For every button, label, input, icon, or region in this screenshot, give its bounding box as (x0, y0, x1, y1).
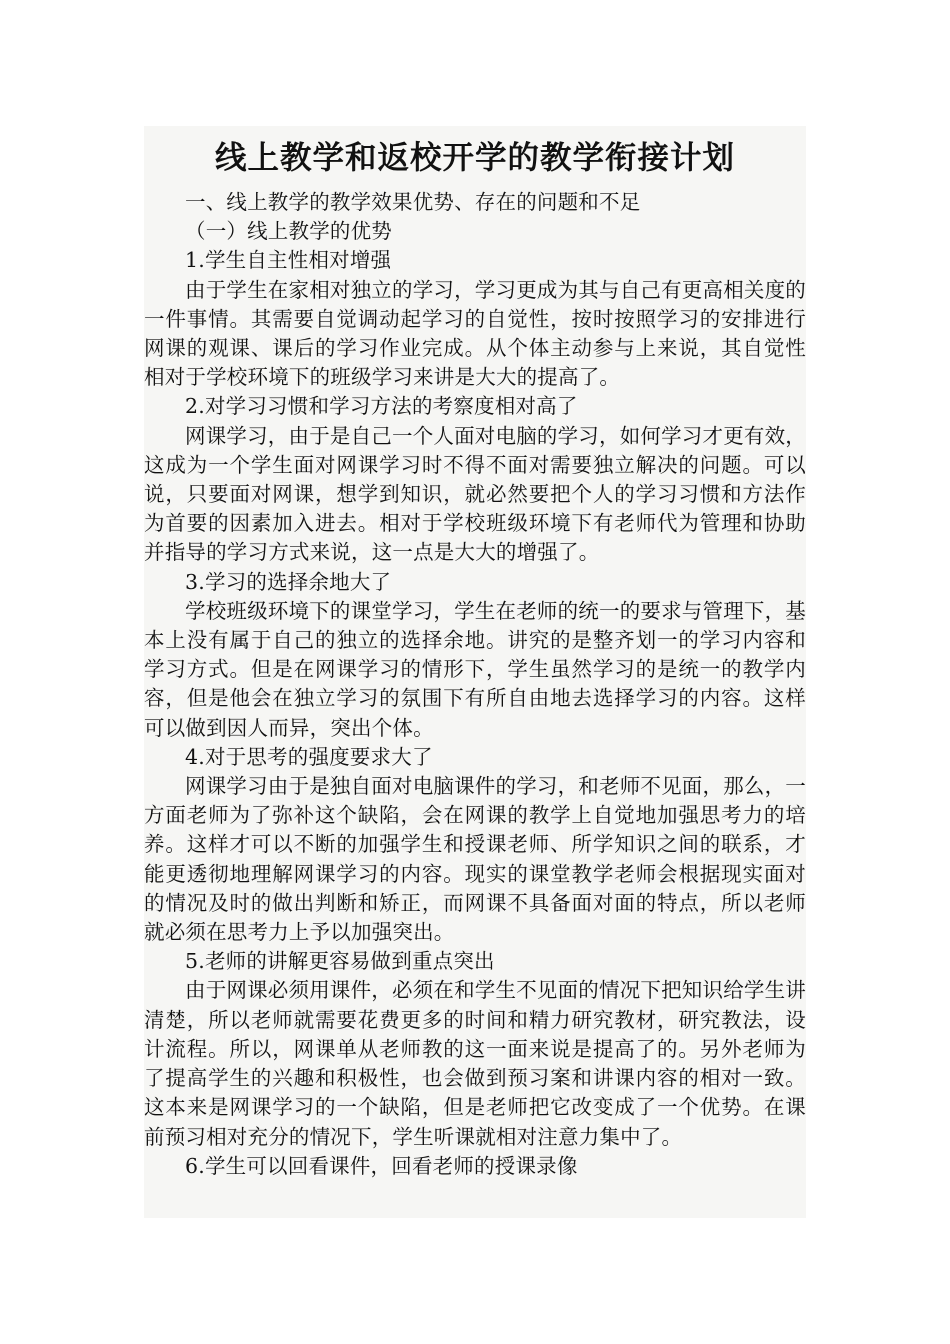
body-paragraph: 学校班级环境下的课堂学习，学生在老师的统一的要求与管理下，基本上没有属于自己的独立的选择余地。讲究的是整齐划一的学习内容和学习方式。但是在网课学习的情形下，学生虽然学习的是统一的教学内容，但是他会在独立学习的氛围下有所自由地去选择学习的内容。这样可以做到因人而异，突出个体。 (144, 598, 806, 740)
body-paragraph: 网课学习，由于是自己一个人面对电脑的学习，如何学习才更有效，这成为一个学生面对网课学习时不得不面对需要独立解决的问题。可以说，只要面对网课，想学到知识，就必然要把个人的学习习惯和方法作为首要的因素加入进去。相对于学校班级环境下有老师代为管理和协助并指导的学习方式来说，这一点是大大的增强了。 (144, 423, 806, 565)
point-heading: 3.学习的选择余地大了 (185, 569, 392, 594)
point-heading: 5.老师的讲解更容易做到重点突出 (185, 949, 495, 974)
document-title: 线上教学和返校开学的教学衔接计划 (214, 140, 735, 176)
section-heading: 一、线上教学的教学效果优势、存在的问题和不足 (185, 190, 641, 214)
body-paragraph: 由于网课必须用课件，必须在和学生不见面的情况下把知识给学生讲清楚，所以老师就需要花费更多的时间和精力研究教材，研究教法，设计流程。所以，网课单从老师教的这一面来说是提高了的。另外老师为了提高学生的兴趣和积极性，也会做到预习案和讲课内容的相对一致。这本来是网课学习的一个缺陷，但是老师把它改变成了一个优势。在课前预习相对充分的情况下，学生听课就相对注意力集中了。 (144, 978, 806, 1149)
body-paragraph: 由于学生在家相对独立的学习，学习更成为其与自己有更高相关度的一件事情。其需要自觉调动起学习的自觉性，按时按照学习的安排进行网课的观课、课后的学习作业完成。从个体主动参与上来说，其自觉性相对于学校环境下的班级学习来讲是大大的提高了。 (144, 277, 806, 390)
point-heading: 4.对于思考的强度要求大了 (185, 744, 433, 769)
point-heading: 6.学生可以回看课件，回看老师的授课录像 (185, 1153, 578, 1178)
point-heading: 2.对学习习惯和学习方法的考察度相对高了 (185, 394, 578, 419)
point-heading: 1.学生自主性相对增强 (185, 248, 392, 273)
body-paragraph: 网课学习由于是独自面对电脑课件的学习，和老师不见面，那么，一方面老师为了弥补这个缺陷，会在网课的教学上自觉地加强思考力的培养。这样才可以不断的加强学生和授课老师、所学知识之间的联系，才能更透彻地理解网课学习的内容。现实的课堂教学老师会根据现实面对的情况及时的做出判断和矫正，而网课不具备面对面的特点，所以老师就必须在思考力上予以加强突出。 (144, 774, 806, 945)
subsection-heading: （一）线上教学的优势 (185, 219, 392, 244)
document-body (144, 132, 806, 1181)
